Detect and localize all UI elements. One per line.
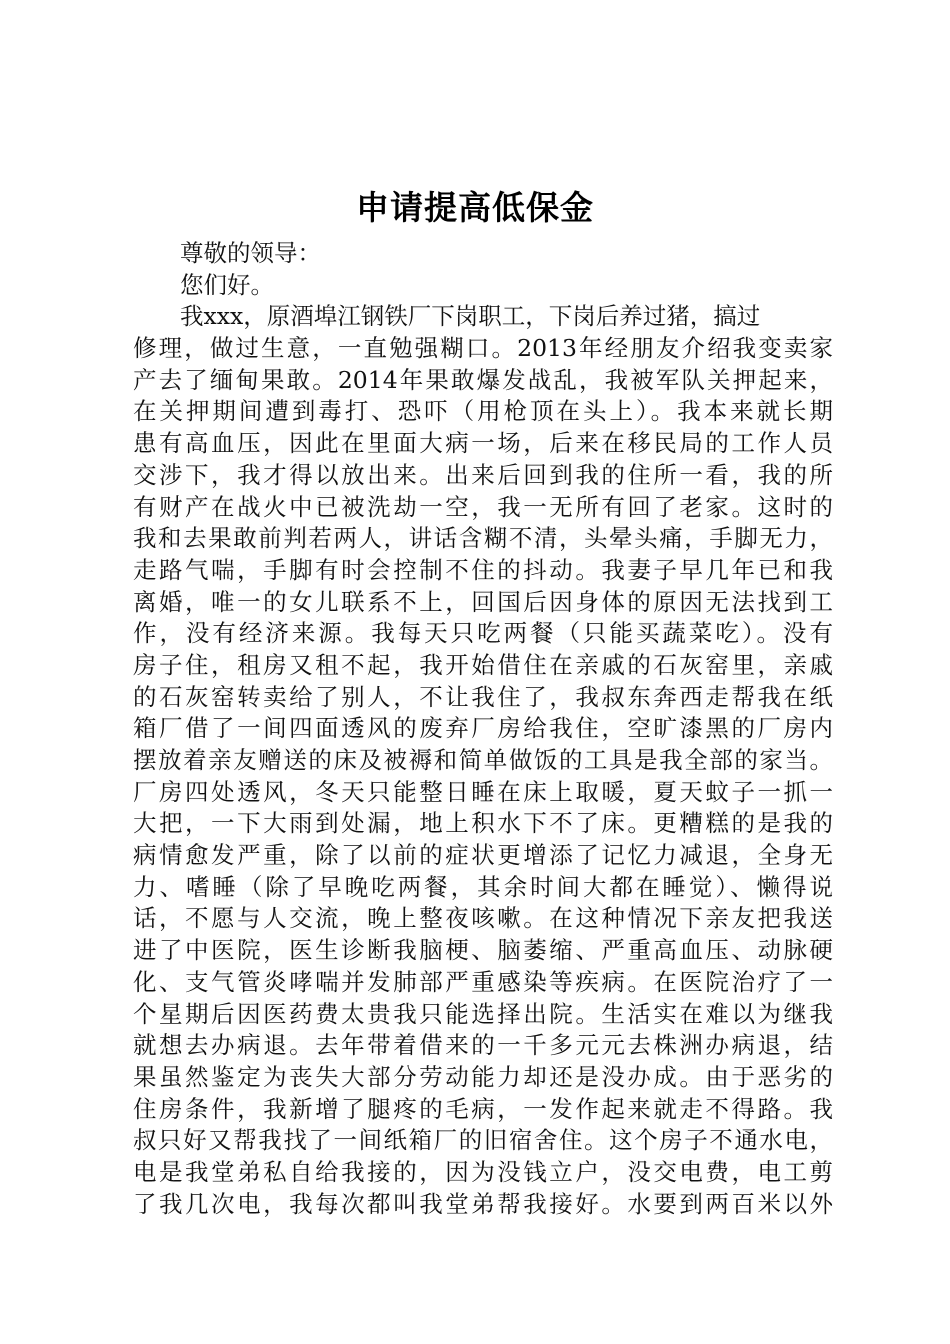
paragraph-line: 进了中医院，医生诊断我脑梗、脑萎缩、严重高血压、动脉硬	[133, 936, 833, 965]
paragraph-line: 有财产在战火中已被洗劫一空，我一无所有回了老家。这时的	[133, 492, 833, 521]
paragraph-line: 摆放着亲友赠送的床及被褥和简单做饭的工具是我全部的家当。	[133, 746, 833, 774]
paragraph-line: 在关押期间遭到毒打、恐吓（用枪顶在头上）。我本来就长期	[133, 397, 833, 426]
paragraph-line: 住房条件，我新增了腿疼的毛病，一发作起来就走不得路。我	[133, 1094, 833, 1123]
salutation: 尊敬的领导：	[180, 239, 321, 267]
paragraph-line: 病情愈发严重，除了以前的症状更增添了记忆力减退，全身无	[133, 841, 833, 870]
paragraph-line: 的石灰窑转卖给了别人，不让我住了，我叔东奔西走帮我在纸	[133, 682, 833, 711]
paragraph-line: 化、支气管炎哮喘并发肺部严重感染等疾病。在医院治疗了一	[133, 967, 833, 996]
paragraph-line: 作，没有经济来源。我每天只吃两餐（只能买蔬菜吃）。没有	[133, 619, 833, 648]
paragraph-line: 厂房四处透风，冬天只能整日睡在床上取暖，夏天蚊子一抓一	[133, 777, 833, 806]
paragraph-line: 叔只好又帮我找了一间纸箱厂的旧宿舍住。这个房子不通水电，	[133, 1126, 833, 1155]
document-title: 申请提高低保金	[356, 188, 594, 227]
paragraph-line: 果虽然鉴定为丧失大部分劳动能力却还是没办成。由于恶劣的	[133, 1062, 833, 1091]
paragraph-line: 走路气喘，手脚有时会控制不住的抖动。我妻子早几年已和我	[133, 555, 833, 584]
document-body	[133, 238, 833, 1220]
paragraph-line: 话，不愿与人交流，晚上整夜咳嗽。在这种情况下亲友把我送	[133, 904, 833, 933]
paragraph-line: 箱厂借了一间四面透风的废弃厂房给我住，空旷漆黑的厂房内	[133, 714, 833, 743]
paragraph-line: 大把，一下大雨到处漏，地上积水下不了床。更糟糕的是我的	[133, 809, 833, 838]
paragraph-line: 我xxx，原酒埠江钢铁厂下岗职工，下岗后养过猪，搞过	[180, 302, 761, 331]
paragraph-line: 交涉下，我才得以放出来。出来后回到我的住所一看，我的所	[133, 460, 833, 489]
paragraph-line: 就想去办病退。去年带着借来的一千多元元去株洲办病退，结	[133, 1031, 833, 1060]
paragraph-line: 修理，做过生意，一直勉强糊口。2013年经朋友介绍我变卖家	[133, 334, 833, 363]
paragraph-line: 力、嗜睡（除了早晚吃两餐，其余时间大都在睡觉）、懒得说	[133, 872, 833, 901]
greeting: 您们好。	[180, 270, 274, 299]
paragraph-line: 我和去果敢前判若两人，讲话含糊不清，头晕头痛，手脚无力，	[133, 524, 833, 553]
paragraph-line: 个星期后因医药费太贵我只能选择出院。生活实在难以为继我	[133, 999, 833, 1028]
body-paragraph	[133, 301, 833, 1220]
paragraph-line: 房子住，租房又租不起，我开始借住在亲戚的石灰窑里，亲戚	[133, 650, 833, 679]
paragraph-line: 离婚，唯一的女儿联系不上，回国后因身体的原因无法找到工	[133, 587, 833, 616]
paragraph-line: 了我几次电，我每次都叫我堂弟帮我接好。水要到两百米以外	[133, 1189, 833, 1218]
paragraph-line: 患有高血压，因此在里面大病一场，后来在移民局的工作人员	[133, 429, 833, 458]
paragraph-line: 电是我堂弟私自给我接的，因为没钱立户，没交电费，电工剪	[133, 1157, 833, 1186]
paragraph-line: 产去了缅甸果敢。2014年果敢爆发战乱，我被军队关押起来，	[133, 365, 833, 394]
